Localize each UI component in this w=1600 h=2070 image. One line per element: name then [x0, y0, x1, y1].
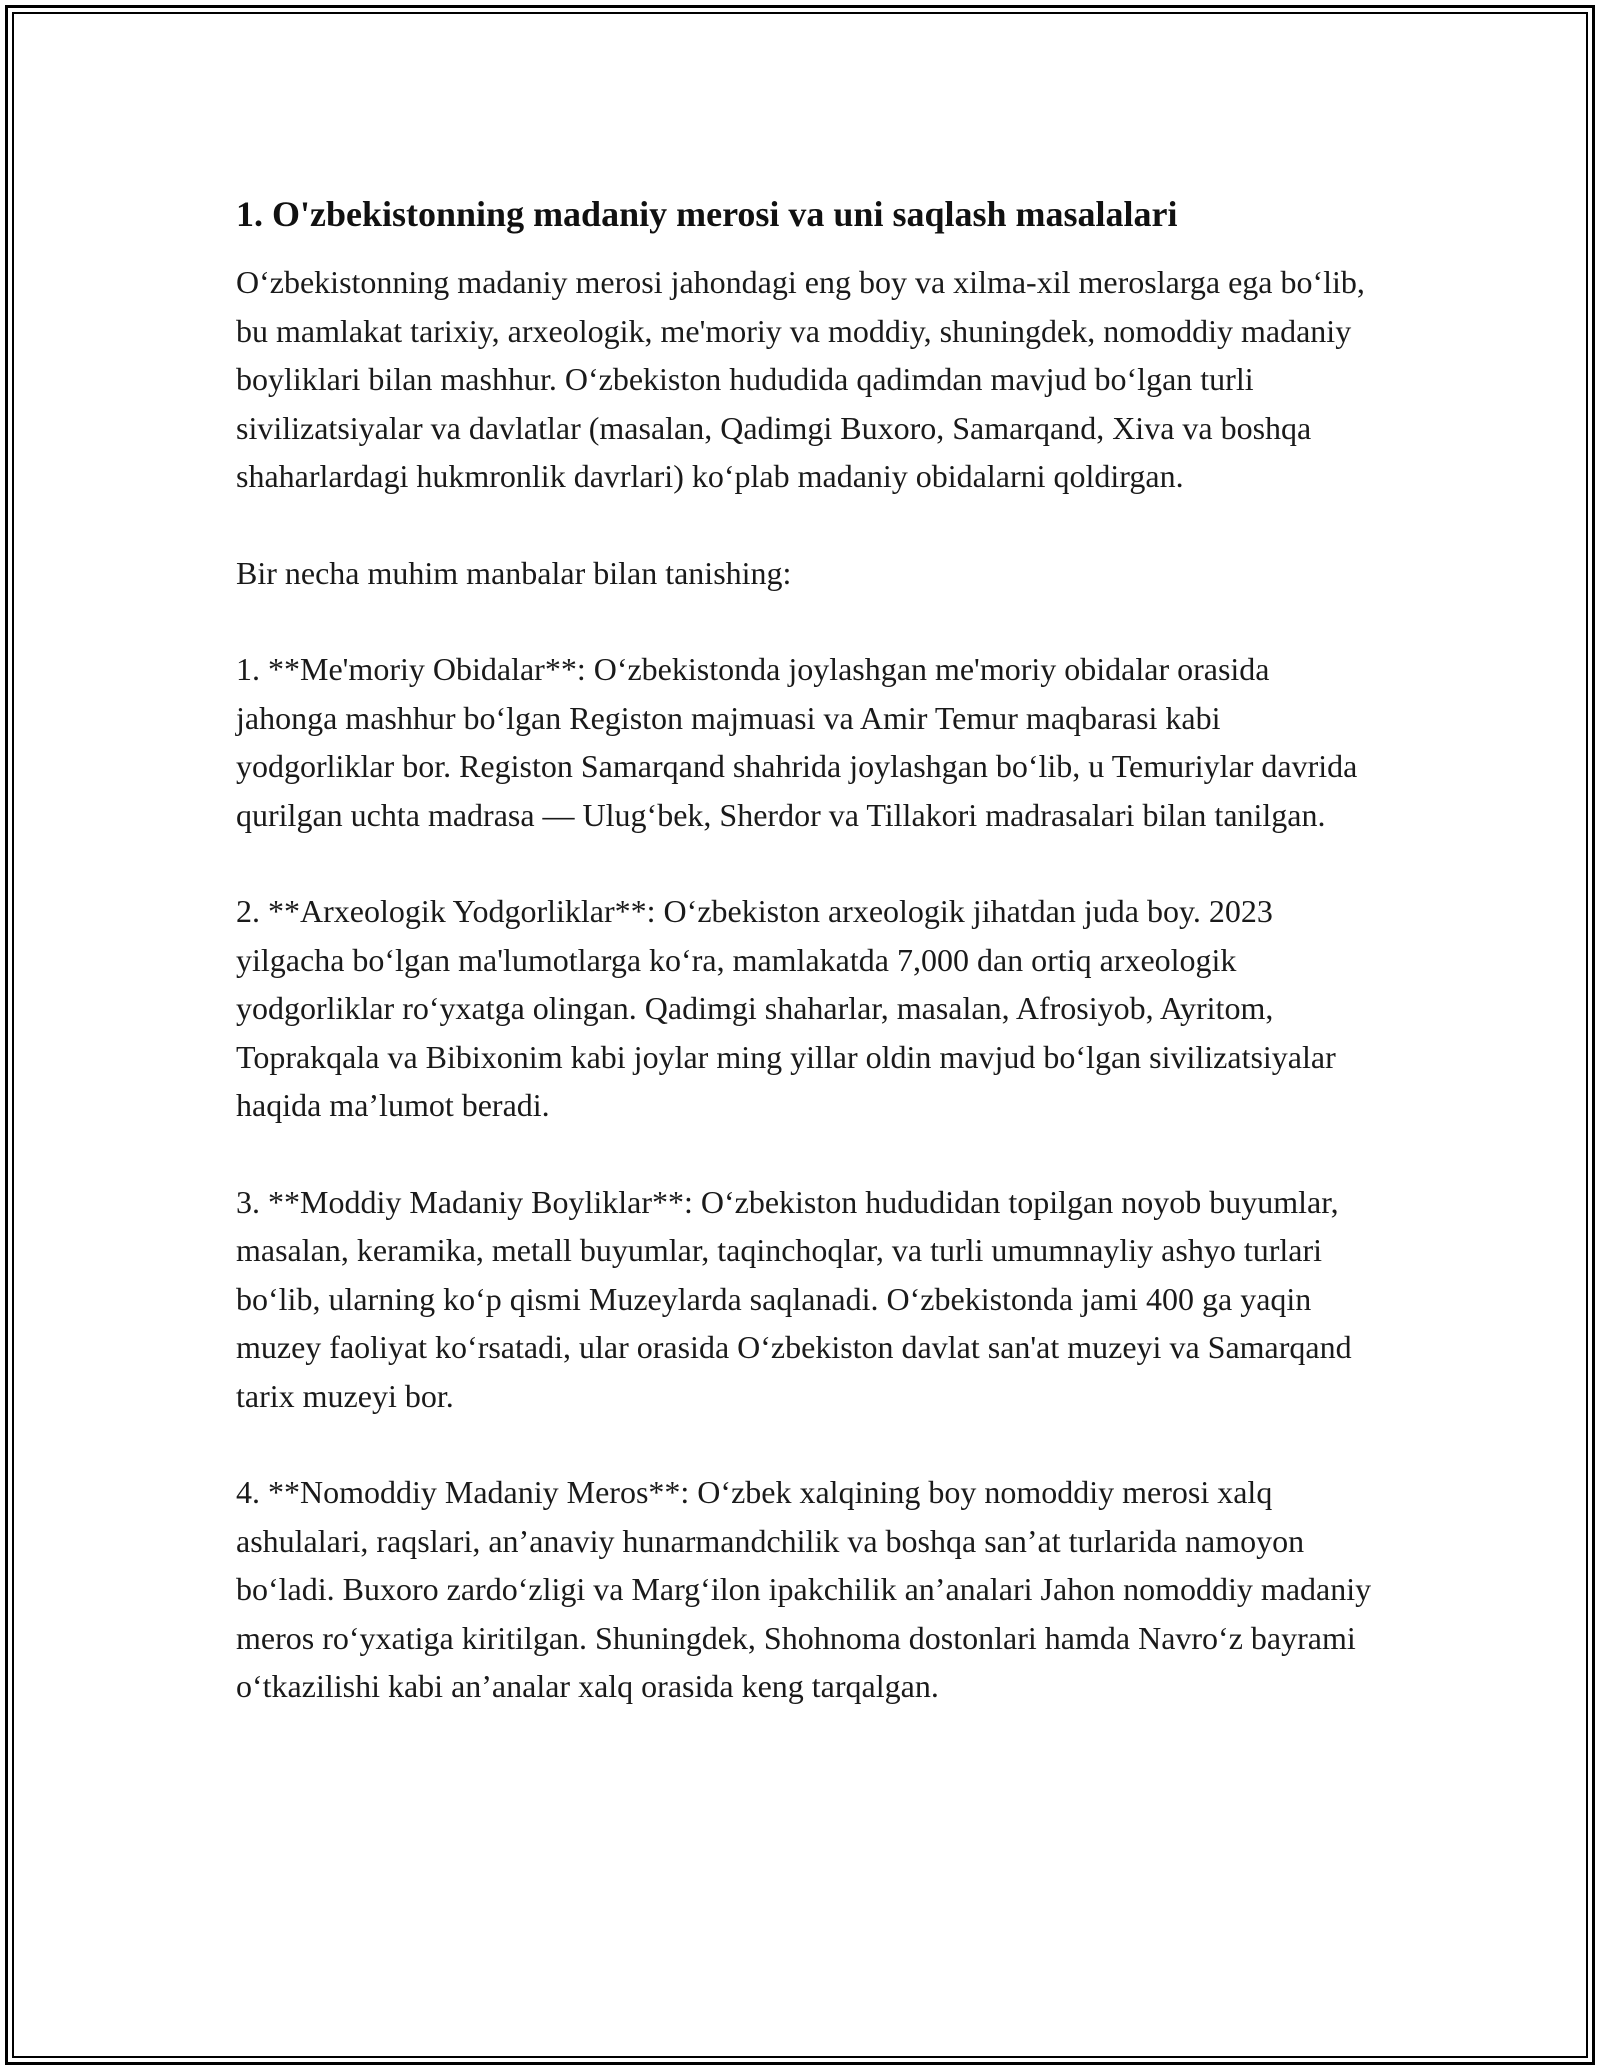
list-item-architectural-monuments: 1. **Me'moriy Obidalar**: O‘zbekistonda joylashgan me'moriy obidalar orasida jahonga mashhur bo‘lgan Registon majmuasi va Amir Temur maqbarasi kabi yodgorliklar bor. Registon Samarqand shahrida joylashgan bo‘lib, u Temuriylar davrida qurilgan uchta madrasa — Ulug‘bek, Sherdor va Tillakori madrasalari bilan tanilgan. — [236, 651, 1358, 833]
section-heading: 1. O'zbekistonning madaniy merosi va uni saqlash masalalari — [236, 194, 1178, 234]
document-body — [236, 192, 1376, 1759]
list-item-material-heritage: 3. **Moddiy Madaniy Boyliklar**: O‘zbekiston hududidan topilgan noyob buyumlar, masalan, keramika, metall buyumlar, taqinchoqlar, va turli umumnayliy ashyo turlari bo‘lib, ularning ko‘p qismi Muzeylarda saqlanadi. O‘zbekistonda jami 400 ga yaqin muzey faoliyat ko‘rsatadi, ular orasida O‘zbekiston davlat san'at muzeyi va Samarqand tarix muzeyi bor. — [236, 1183, 1352, 1414]
sources-intro-paragraph: Bir necha muhim manbalar bilan tanishing: — [236, 554, 792, 591]
intro-paragraph: O‘zbekistonning madaniy merosi jahondagi eng boy va xilma-xil meroslarga ega bo‘lib, bu mamlakat tarixiy, arxeologik, me'moriy va moddiy, shuningdek, nomoddiy madaniy boyliklari bilan mashhur. O‘zbekiston hududida qadimdan mavjud bo‘lgan turli sivilizatsiyalar va davlatlar (masalan, Qadimgi Buxoro, Samarqand, Xiva va boshqa shaharlardagi hukmronlik davrlari) ko‘plab madaniy obidalarni qoldirgan. — [236, 264, 1365, 494]
list-item-intangible-heritage: 4. **Nomoddiy Madaniy Meros**: O‘zbek xalqining boy nomoddiy merosi xalq ashulalari, raqslari, an’anaviy hunarmandchilik va boshqa san’at turlarida namoyon bo‘ladi. Buxoro zardo‘zligi va Marg‘ilon ipakchilik an’analari Jahon nomoddiy madaniy meros ro‘yxatiga kiritilgan. Shuningdek, Shohnoma dostonlari hamda Navro‘z bayrami o‘tkazilishi kabi an’analar xalq orasida keng tarqalgan. — [236, 1474, 1372, 1704]
list-item-archaeological-sites: 2. **Arxeologik Yodgorliklar**: O‘zbekiston arxeologik jihatdan juda boy. 2023 yilgacha bo‘lgan ma'lumotlarga ko‘ra, mamlakatda 7,000 dan ortiq arxeologik yodgorliklar ro‘yxatga olingan. Qadimgi shaharlar, masalan, Afrosiyob, Ayritom, Toprakqala va Bibixonim kabi joylar ming yillar oldin mavjud bo‘lgan sivilizatsiyalar haqida ma’lumot beradi. — [236, 893, 1336, 1123]
